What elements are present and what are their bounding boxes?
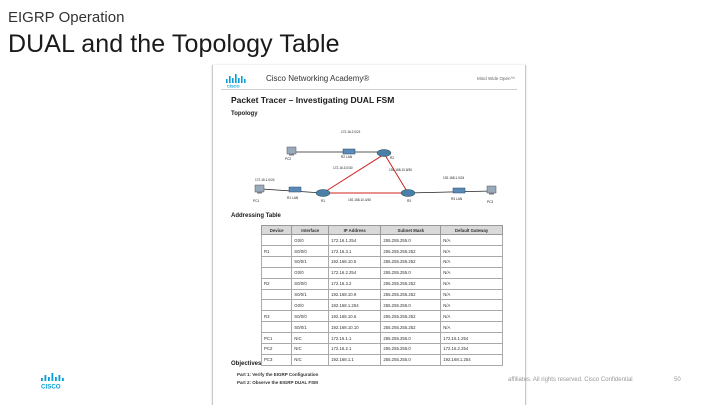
slide-title: DUAL and the Topology Table xyxy=(8,30,340,58)
table-header: Subnet Mask xyxy=(381,226,441,235)
table-cell: N/A xyxy=(441,278,503,289)
table-row xyxy=(262,354,503,365)
label-n-r2r3: 192.168.10.8/30 xyxy=(389,168,413,172)
objective-item: Part 2: Observe the EIGRP DUAL FSM xyxy=(237,380,318,385)
label-n-r3lan: 192.168.1.0/24 xyxy=(443,176,465,180)
table-cell: G0/0 xyxy=(292,235,329,246)
link-r1-r2 xyxy=(323,155,383,193)
label-r1: R1 xyxy=(321,199,326,203)
addressing-table xyxy=(261,225,503,366)
table-cell: N/A xyxy=(441,289,503,300)
addressing-heading: Addressing Table xyxy=(231,213,281,219)
router-icon xyxy=(401,190,415,197)
table-cell: PC2 xyxy=(262,343,292,354)
table-cell: N/A xyxy=(441,322,503,333)
label-n-top: 172.16.2.0/21 xyxy=(341,130,361,134)
label-r1lan: R1 LAN xyxy=(287,196,299,200)
table-cell: 192.168.10.6 xyxy=(329,311,381,322)
label-pc2: PC2 xyxy=(285,157,292,161)
table-header: Default Gateway xyxy=(441,226,503,235)
cisco-bars-icon xyxy=(225,72,251,88)
table-cell: 255.255.255.252 xyxy=(381,246,441,257)
table-cell: R3 xyxy=(262,311,292,322)
table-cell: 192.168.10.10 xyxy=(329,322,381,333)
mindwide-tagline: Mind Wide Open™ xyxy=(476,76,515,81)
label-r3lan: R3 LAN xyxy=(451,197,463,201)
table-row xyxy=(262,235,503,246)
label-n-r1lan: 172.16.1.0/24 xyxy=(255,178,275,182)
table-cell: S0/0/0 xyxy=(292,278,329,289)
table-cell: S0/0/1 xyxy=(292,322,329,333)
table-row xyxy=(262,267,503,278)
table-cell: 255.255.255.0 xyxy=(381,235,441,246)
label-r2lan: R2 LAN xyxy=(341,155,353,159)
table-row xyxy=(262,333,503,344)
table-row xyxy=(262,311,503,322)
table-row xyxy=(262,322,503,333)
table-cell: S0/0/0 xyxy=(292,246,329,257)
table-cell: N/A xyxy=(441,311,503,322)
table-cell: 192.168.1.254 xyxy=(329,300,381,311)
table-cell: G0/0 xyxy=(292,300,329,311)
table-cell: PC3 xyxy=(262,354,292,365)
table-cell: 255.255.255.0 xyxy=(381,354,441,365)
pc-icon xyxy=(487,186,496,195)
doc-header xyxy=(221,71,517,90)
table-cell: 255.255.255.252 xyxy=(381,322,441,333)
switch-icon xyxy=(289,187,301,192)
switch-icon xyxy=(343,149,355,154)
table-cell xyxy=(262,322,292,333)
table-cell: 172.16.1.254 xyxy=(441,333,503,344)
topology-heading: Topology xyxy=(231,111,258,117)
table-cell: R1 xyxy=(262,246,292,257)
label-n-r1r3: 192.168.10.4/30 xyxy=(348,198,372,202)
table-cell: 255.255.255.252 xyxy=(381,256,441,267)
embedded-document xyxy=(212,65,526,405)
table-cell: 255.255.255.252 xyxy=(381,289,441,300)
table-cell: 192.168.1.1 xyxy=(329,354,381,365)
table-cell: 172.16.1.254 xyxy=(329,235,381,246)
table-cell: NIC xyxy=(292,343,329,354)
table-cell: 192.168.10.9 xyxy=(329,289,381,300)
topology-diagram xyxy=(253,125,503,210)
table-header: Device xyxy=(262,226,292,235)
pc-icon xyxy=(287,147,296,156)
cisco-logo-text: CISCO xyxy=(41,383,61,390)
label-pc1: PC1 xyxy=(253,199,260,203)
objective-item: Part 1: Verify the EIGRP Configuration xyxy=(237,372,319,377)
table-cell: 172.16.3.1 xyxy=(329,246,381,257)
link-r2-r3 xyxy=(385,155,408,193)
table-header: IP Address xyxy=(329,226,381,235)
academy-name: Cisco Networking Academy® xyxy=(266,74,370,83)
table-cell: N/A xyxy=(441,300,503,311)
table-row xyxy=(262,246,503,257)
table-row xyxy=(262,289,503,300)
table-header: Interface xyxy=(292,226,329,235)
table-cell: PC1 xyxy=(262,333,292,344)
table-cell: 255.255.255.0 xyxy=(381,300,441,311)
table-cell: 172.16.2.254 xyxy=(329,267,381,278)
label-pc3: PC3 xyxy=(487,200,494,204)
svg-text:CISCO: CISCO xyxy=(227,83,240,88)
table-cell: 172.16.1.1 xyxy=(329,333,381,344)
doc-title: Packet Tracer – Investigating DUAL FSM xyxy=(231,95,395,105)
table-row xyxy=(262,300,503,311)
table-cell: 192.168.10.5 xyxy=(329,256,381,267)
table-cell: N/A xyxy=(441,267,503,278)
table-cell: 255.255.255.0 xyxy=(381,333,441,344)
router-icon xyxy=(316,190,330,197)
pc-icon xyxy=(255,185,264,194)
cisco-logo xyxy=(38,372,70,390)
table-cell: 172.16.3.2 xyxy=(329,278,381,289)
table-cell: N/A xyxy=(441,246,503,257)
table-row xyxy=(262,256,503,267)
table-row xyxy=(262,343,503,354)
switch-icon xyxy=(453,188,465,193)
link-r3-pc3 xyxy=(408,191,491,193)
table-cell: 255.255.255.252 xyxy=(381,278,441,289)
table-cell: S0/0/1 xyxy=(292,256,329,267)
page-number: 50 xyxy=(674,377,681,383)
table-cell: NIC xyxy=(292,354,329,365)
table-cell: N/A xyxy=(441,235,503,246)
table-cell: N/A xyxy=(441,256,503,267)
table-cell xyxy=(262,235,292,246)
table-cell: 255.255.255.0 xyxy=(381,343,441,354)
router-icon xyxy=(377,150,391,157)
table-cell xyxy=(262,289,292,300)
table-cell: G0/0 xyxy=(292,267,329,278)
label-r2: R2 xyxy=(390,156,395,160)
table-cell xyxy=(262,300,292,311)
table-cell: 255.255.255.0 xyxy=(381,267,441,278)
objectives-heading: Objectives xyxy=(231,361,262,367)
table-row xyxy=(262,278,503,289)
table-cell: NIC xyxy=(292,333,329,344)
table-header-row xyxy=(262,226,503,235)
table-cell: 172.16.2.254 xyxy=(441,343,503,354)
footer-copyright: affiliates. All rights reserved. Cisco Confidential xyxy=(508,377,633,383)
table-cell xyxy=(262,267,292,278)
table-cell xyxy=(262,256,292,267)
label-n-r1r2: 172.16.3.0/30 xyxy=(333,166,353,170)
label-r3: R3 xyxy=(407,199,412,203)
table-cell: 192.168.1.254 xyxy=(441,354,503,365)
table-cell: S0/0/0 xyxy=(292,311,329,322)
table-cell: 172.16.2.1 xyxy=(329,343,381,354)
table-cell: R2 xyxy=(262,278,292,289)
section-label: EIGRP Operation xyxy=(8,9,125,26)
table-cell: 255.255.255.252 xyxy=(381,311,441,322)
table-cell: S0/0/1 xyxy=(292,289,329,300)
